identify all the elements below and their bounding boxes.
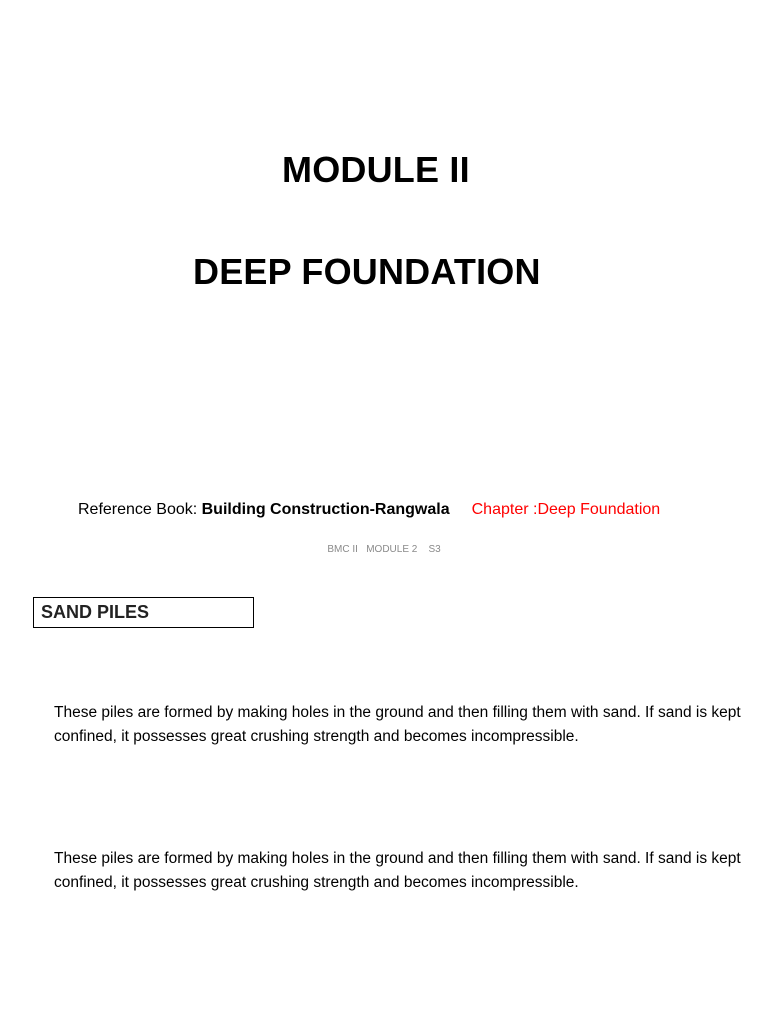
slide-footer-meta: BMC II MODULE 2 S3 xyxy=(327,544,441,555)
reference-book-title: Building Construction-Rangwala xyxy=(201,501,450,518)
reference-chapter: Chapter :Deep Foundation xyxy=(471,501,661,518)
module-title: MODULE II xyxy=(282,149,470,190)
reference-line xyxy=(78,500,660,520)
reference-label: Reference Book: xyxy=(78,501,202,518)
section-heading: SAND PILES xyxy=(41,602,150,622)
body-paragraph: These piles are formed by making holes in the ground and then filling them with sand. If sand is kept confined, it possesses great crushing strength and becomes incompressible. xyxy=(54,850,741,891)
body-paragraph: These piles are formed by making holes in the ground and then filling them with sand. If sand is kept confined, it possesses great crushing strength and becomes incompressible. xyxy=(54,704,741,745)
section-heading-box xyxy=(33,597,254,628)
topic-title: DEEP FOUNDATION xyxy=(193,251,541,292)
